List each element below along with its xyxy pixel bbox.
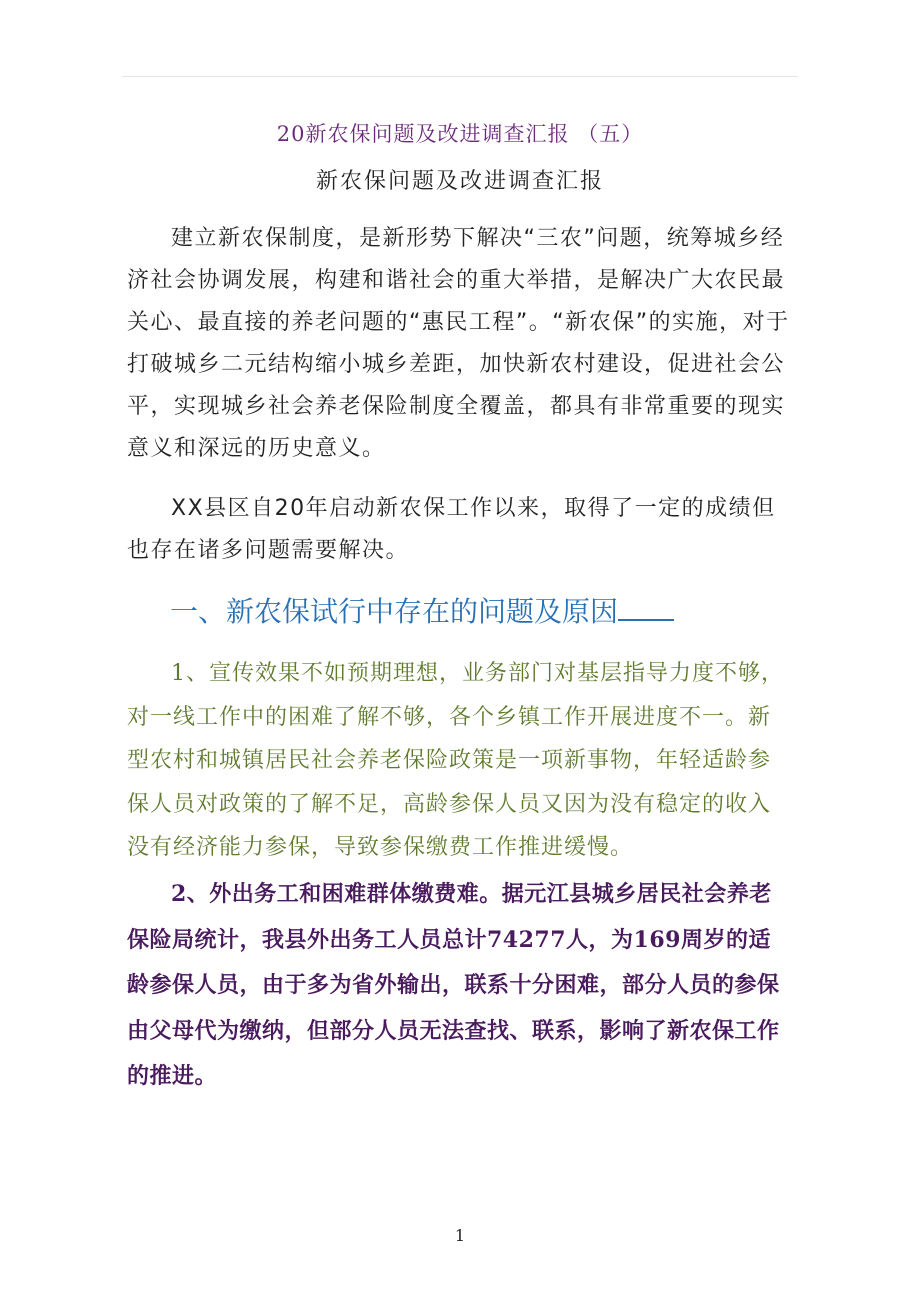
page-number: 1 <box>454 1226 466 1245</box>
document-subtitle: 新农保问题及改进调查汇报 <box>315 169 604 194</box>
header-rule <box>122 76 798 77</box>
status-paragraph: XX县区自20年启动新农保工作以来，取得了一定的成绩但也存在诸多问题需要解决。 <box>127 496 776 563</box>
intro-paragraph: 建立新农保制度，是新形势下解决“三农”问题，统筹城乡经济社会协调发展，构建和谐社会的重大举措，是解决广大农民最关心、最直接的养老问题的“惠民工程”。“新农保”的实施，对于打破城乡二元结构缩小城乡差距，加快新农村建设，促进社会公平，实现城乡社会养老保险制度全覆盖，都具有非常重要的现实意义和深远的历史意义。 <box>127 226 790 461</box>
section-heading <box>170 590 674 630</box>
heading-blank-line <box>618 593 674 621</box>
document-title: 20新农保问题及改进调查汇报 （五） <box>276 122 644 146</box>
issue-item-2: 2、外出务工和困难群体缴费难。据元江县城乡居民社会养老保险局统计，我县外出务工人员总计74277人，为169周岁的适龄参保人员，由于多为省外输出，联系十分困难，部分人员的参保由父母代为缴纳，但部分人员无法查找、联系，影响了新农保工作的推进。 <box>127 881 780 1089</box>
section-heading-text: 一、新农保试行中存在的问题及原因 <box>170 595 619 628</box>
issue-item-1: 1、宣传效果不如预期理想，业务部门对基层指导力度不够，对一线工作中的困难了解不够，各个乡镇工作开展进度不一。新型农村和城镇居民社会养老保险政策是一项新事物，年轻适龄参保人员对政策的了解不足，高龄参保人员又因为没有稳定的收入没有经济能力参保，导致参保缴费工作推进缓慢。 <box>127 661 784 860</box>
